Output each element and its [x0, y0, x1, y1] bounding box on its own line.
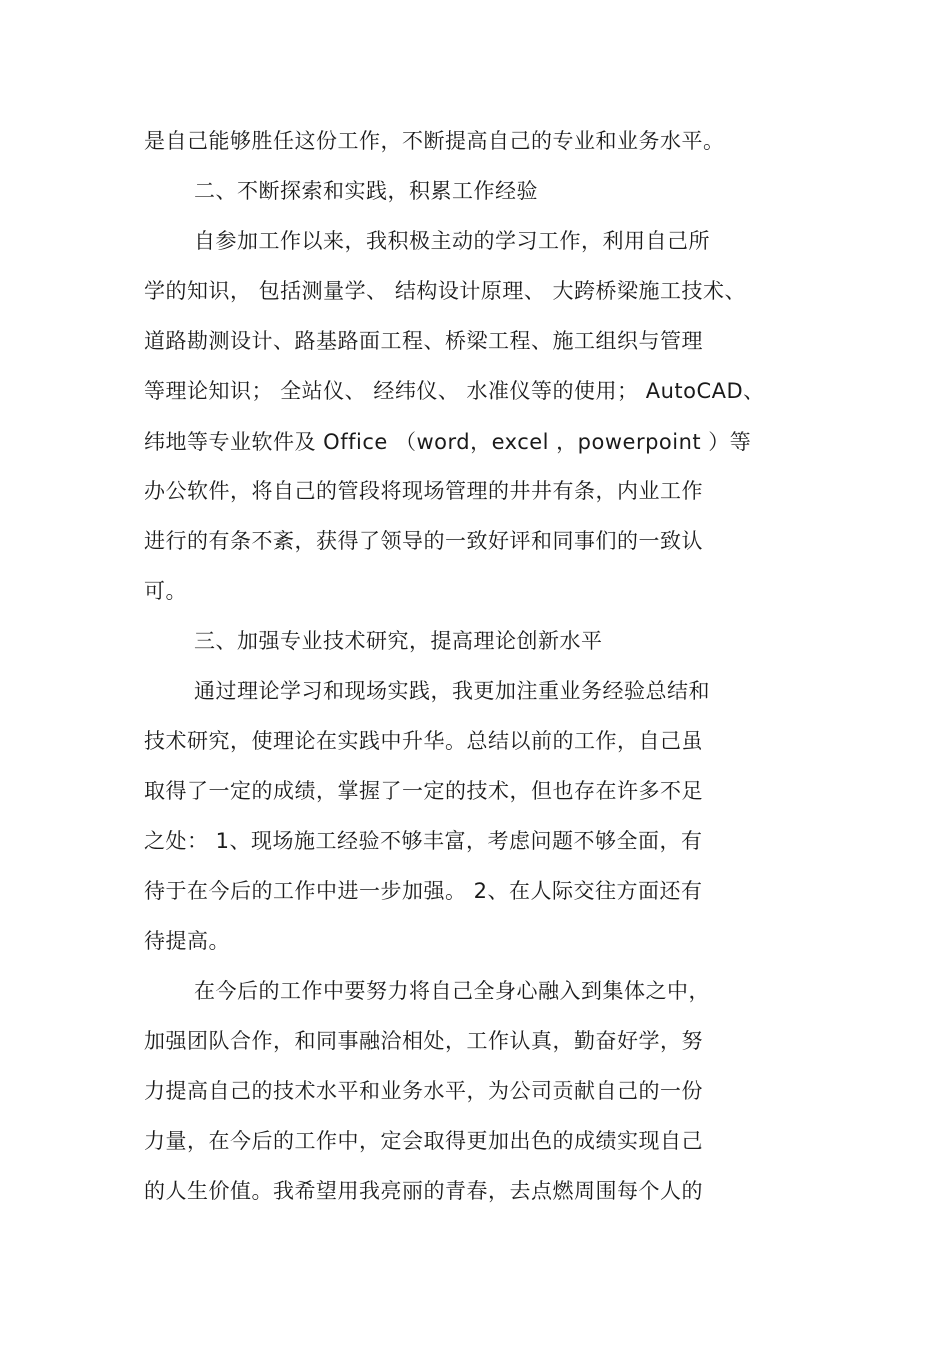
paragraph-line: 道路勘测设计、路基路面工程、桥梁工程、施工组织与管理: [144, 329, 703, 353]
paragraph-line: 学的知识， 包括测量学、 结构设计原理、 大跨桥梁施工技术、: [144, 279, 747, 303]
paragraph-line: 力提高自己的技术水平和业务水平，为公司贡献自己的一份: [144, 1079, 703, 1103]
paragraph-line: 等理论知识； 全站仪、 经纬仪、 水准仪等的使用； AutoCAD、: [144, 379, 765, 403]
paragraph-line: 纬地等专业软件及 Office （word，excel ，powerpoint ）等: [144, 430, 752, 454]
paragraph-line: 可。: [144, 579, 187, 603]
paragraph-line: 取得了一定的成绩，掌握了一定的技术，但也存在许多不足: [144, 779, 703, 803]
paragraph-line: 是自己能够胜任这份工作，不断提高自己的专业和业务水平。: [144, 129, 725, 153]
paragraph-line: 办公软件，将自己的管段将现场管理的井井有条，内业工作: [144, 479, 703, 503]
paragraph-line: 在今后的工作中要努力将自己全身心融入到集体之中，: [194, 979, 710, 1003]
paragraph-line: 技术研究，使理论在实践中升华。总结以前的工作，自己虽: [144, 729, 703, 753]
paragraph-line: 加强团队合作，和同事融洽相处，工作认真，勤奋好学，努: [144, 1029, 703, 1053]
paragraph-line: 的人生价值。我希望用我亮丽的青春，去点燃周围每个人的: [144, 1179, 703, 1203]
paragraph-line: 通过理论学习和现场实践，我更加注重业务经验总结和: [194, 679, 710, 703]
section-heading: 二、不断探索和实践，积累工作经验: [194, 179, 538, 203]
paragraph-line: 进行的有条不紊，获得了领导的一致好评和同事们的一致认: [144, 529, 703, 553]
paragraph-line: 待于在今后的工作中进一步加强。 2、在人际交往方面还有: [144, 879, 703, 903]
section-heading: 三、加强专业技术研究，提高理论创新水平: [194, 629, 603, 653]
paragraph-line: 待提高。: [144, 929, 230, 953]
paragraph-line: 力量，在今后的工作中，定会取得更加出色的成绩实现自己: [144, 1129, 703, 1153]
paragraph-line: 之处： 1、现场施工经验不够丰富，考虑问题不够全面，有: [144, 829, 703, 853]
paragraph-line: 自参加工作以来，我积极主动的学习工作，利用自己所: [194, 229, 710, 253]
